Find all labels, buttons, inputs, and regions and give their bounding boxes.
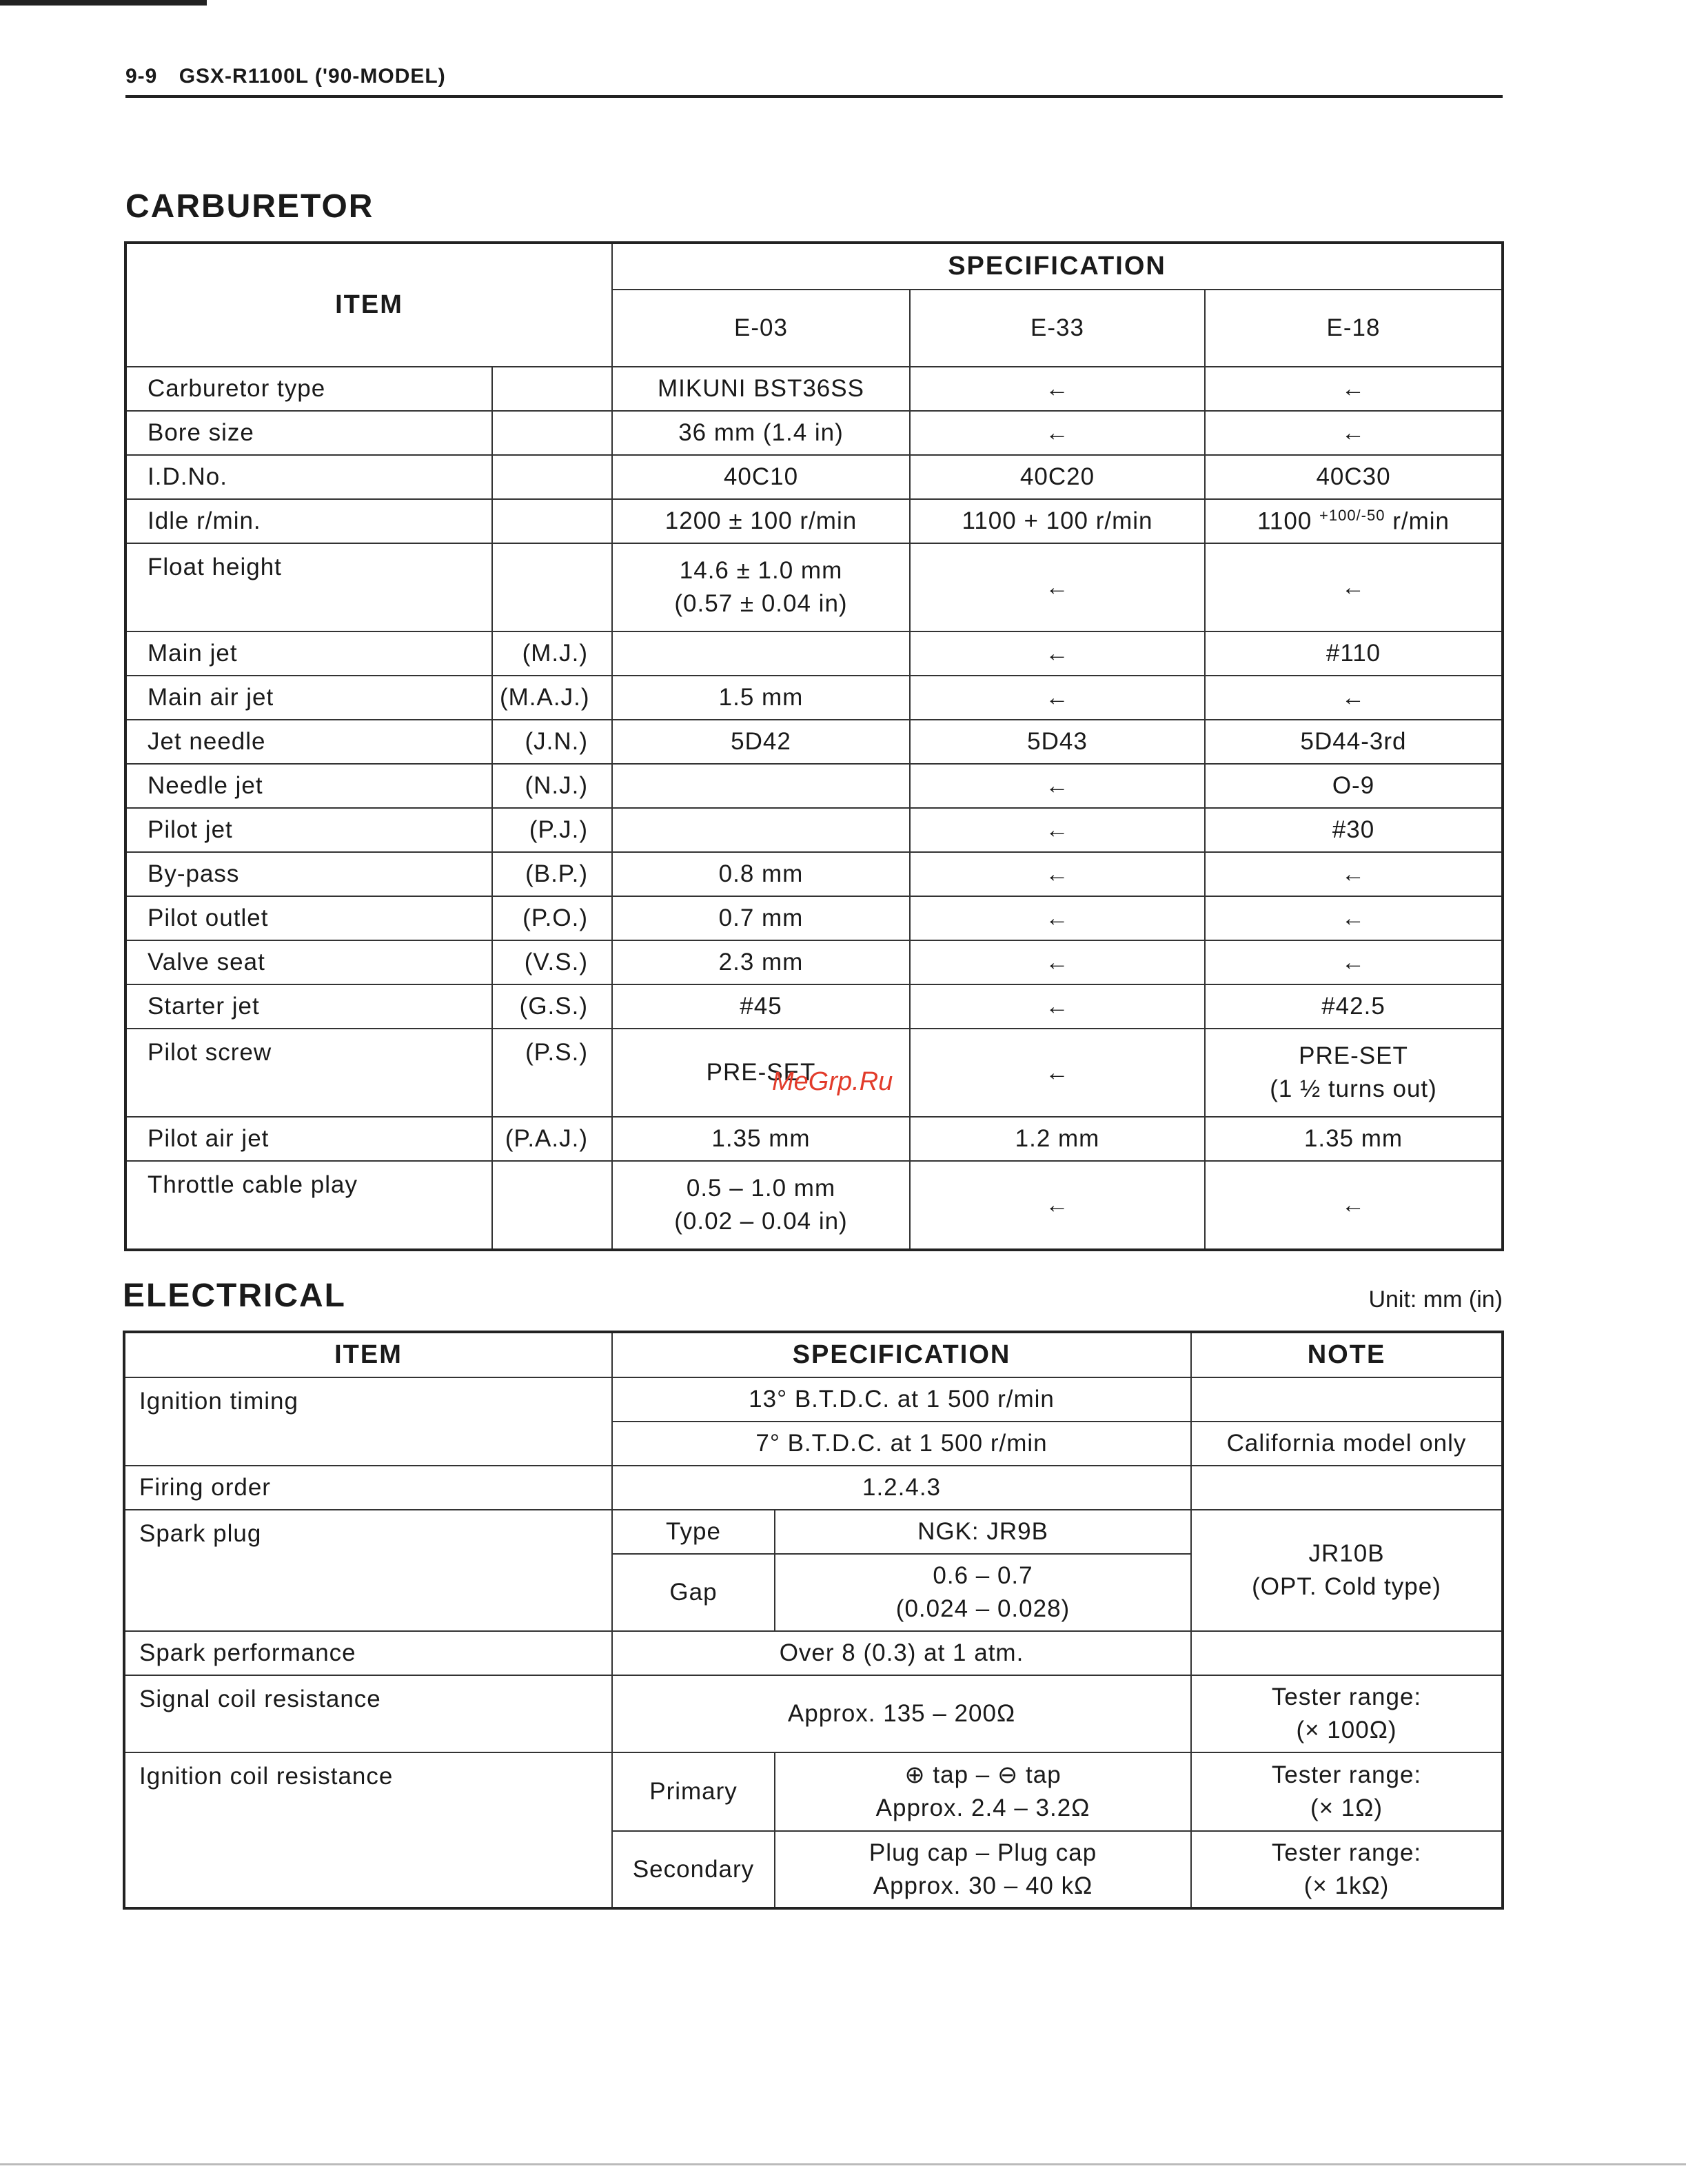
- pilot-screw-turns: (1 ½ turns out): [1270, 1075, 1437, 1102]
- e33-cell: 5D43: [910, 720, 1205, 764]
- e18-cell: #110: [1205, 631, 1503, 676]
- electrical-title: ELECTRICAL: [123, 1277, 346, 1314]
- gap-in: (0.024 – 0.028): [895, 1595, 1070, 1622]
- table-row: [125, 499, 1503, 543]
- e18-cell: #30: [1205, 808, 1503, 852]
- row-item: Firing order: [124, 1466, 612, 1510]
- header-rule: [125, 95, 1503, 98]
- throttle-play-in: (0.02 – 0.04 in): [674, 1208, 848, 1235]
- row-code: (P.A.J.): [492, 1117, 612, 1161]
- e18-cell: ←: [1205, 543, 1503, 631]
- table-row: [125, 367, 1503, 411]
- e18-cell: ←: [1205, 940, 1503, 984]
- row-item: Pilot outlet: [125, 896, 492, 940]
- table-row: [125, 631, 1503, 676]
- table-row: [125, 1161, 1503, 1250]
- note-cell: [1191, 1752, 1503, 1831]
- table-row: [125, 720, 1503, 764]
- spec-cell: 7° B.T.D.C. at 1 500 r/min: [612, 1422, 1191, 1466]
- note-header: NOTE: [1191, 1332, 1503, 1377]
- e33-header: E-33: [910, 290, 1205, 367]
- e18-cell: ←: [1205, 896, 1503, 940]
- row-code: (B.P.): [492, 852, 612, 896]
- e18-cell: ←: [1205, 852, 1503, 896]
- row-code: [492, 411, 612, 455]
- e18-cell: 1.35 mm: [1205, 1117, 1503, 1161]
- sub-label: Secondary: [612, 1831, 775, 1908]
- e03-cell: [612, 808, 910, 852]
- note-line: (× 1kΩ): [1303, 1872, 1390, 1899]
- e33-cell: 1.2 mm: [910, 1117, 1205, 1161]
- e03-cell: [612, 764, 910, 808]
- table-row: [125, 676, 1503, 720]
- row-code: [492, 367, 612, 411]
- e33-cell: ←: [910, 367, 1205, 411]
- e18-cell: O-9: [1205, 764, 1503, 808]
- row-code: (N.J.): [492, 764, 612, 808]
- row-item: By-pass: [125, 852, 492, 896]
- e33-cell: 1100 + 100 r/min: [910, 499, 1205, 543]
- e03-cell: 1.35 mm: [612, 1117, 910, 1161]
- model-title: GSX-R1100L ('90-MODEL): [179, 65, 446, 88]
- sub-label: Primary: [612, 1752, 775, 1831]
- electrical-table: [123, 1331, 1504, 1910]
- row-code: [492, 543, 612, 631]
- idle-unit: r/min: [1392, 507, 1450, 535]
- note-line: (× 1Ω): [1310, 1794, 1383, 1821]
- e33-cell: 40C20: [910, 455, 1205, 499]
- row-item: Pilot screw: [125, 1029, 492, 1117]
- idle-value: 1100: [1257, 507, 1312, 535]
- spec-cell: 13° B.T.D.C. at 1 500 r/min: [612, 1377, 1191, 1422]
- note-cell: [1191, 1631, 1503, 1675]
- row-code: (J.N.): [492, 720, 612, 764]
- row-code: (M.A.J.): [492, 676, 612, 720]
- e33-cell: ←: [910, 1161, 1205, 1250]
- row-code: [492, 455, 612, 499]
- table-row: [124, 1631, 1503, 1675]
- row-item: Signal coil resistance: [124, 1675, 612, 1752]
- e03-cell: 5D42: [612, 720, 910, 764]
- running-header: [125, 65, 446, 88]
- float-height-mm: 14.6 ± 1.0 mm: [679, 557, 843, 584]
- gap-mm: 0.6 – 0.7: [933, 1562, 1033, 1589]
- row-code: [492, 1161, 612, 1250]
- table-row: [124, 1510, 1503, 1554]
- spec-cell: [775, 1752, 1191, 1831]
- table-row: [125, 764, 1503, 808]
- note-line: JR10B: [1308, 1540, 1385, 1567]
- row-item: Pilot air jet: [125, 1117, 492, 1161]
- e03-cell: PRE-SET: [612, 1029, 910, 1117]
- e33-cell: ←: [910, 764, 1205, 808]
- e18-cell: [1205, 499, 1503, 543]
- note-line: Tester range:: [1271, 1684, 1422, 1710]
- e33-cell: ←: [910, 411, 1205, 455]
- item-header: ITEM: [124, 1332, 612, 1377]
- note-line: (× 100Ω): [1296, 1717, 1397, 1743]
- row-code: [492, 499, 612, 543]
- row-item: Bore size: [125, 411, 492, 455]
- row-item: Main jet: [125, 631, 492, 676]
- spec-cell: 1.2.4.3: [612, 1466, 1191, 1510]
- row-item: Float height: [125, 543, 492, 631]
- row-item: Carburetor type: [125, 367, 492, 411]
- e33-cell: ←: [910, 940, 1205, 984]
- table-row: [125, 1117, 1503, 1161]
- e03-cell: [612, 631, 910, 676]
- e03-cell: 2.3 mm: [612, 940, 910, 984]
- note-line: (OPT. Cold type): [1252, 1573, 1441, 1600]
- e18-cell: #42.5: [1205, 984, 1503, 1029]
- table-row: [125, 455, 1503, 499]
- row-item: Throttle cable play: [125, 1161, 492, 1250]
- pilot-screw-preset: PRE-SET: [1299, 1042, 1408, 1069]
- table-row: [125, 896, 1503, 940]
- e03-cell: #45: [612, 984, 910, 1029]
- e03-cell: 36 mm (1.4 in): [612, 411, 910, 455]
- e03-cell: 0.7 mm: [612, 896, 910, 940]
- carburetor-table: [124, 241, 1504, 1251]
- row-code: (V.S.): [492, 940, 612, 984]
- row-code: (P.O.): [492, 896, 612, 940]
- note-cell: [1191, 1377, 1503, 1422]
- throttle-play-mm: 0.5 – 1.0 mm: [686, 1175, 836, 1202]
- specification-header: SPECIFICATION: [612, 1332, 1191, 1377]
- row-item: Starter jet: [125, 984, 492, 1029]
- table-row: [125, 808, 1503, 852]
- row-item: Ignition timing: [124, 1377, 612, 1466]
- table-row: [124, 1466, 1503, 1510]
- table-row: [124, 1377, 1503, 1422]
- note-line: Tester range:: [1271, 1761, 1422, 1788]
- e33-cell: ←: [910, 676, 1205, 720]
- row-item: Spark plug: [124, 1510, 612, 1631]
- row-item: Idle r/min.: [125, 499, 492, 543]
- table-row: [125, 984, 1503, 1029]
- watermark: MeGrp.Ru: [772, 1067, 893, 1096]
- note-cell: [1191, 1510, 1503, 1631]
- e03-cell: 1200 ± 100 r/min: [612, 499, 910, 543]
- secondary-taps: Plug cap – Plug cap: [869, 1839, 1097, 1866]
- note-cell: [1191, 1675, 1503, 1752]
- e18-cell: 40C30: [1205, 455, 1503, 499]
- row-item: Pilot jet: [125, 808, 492, 852]
- e33-cell: ←: [910, 808, 1205, 852]
- bottom-scan-line: [0, 2163, 1686, 2165]
- row-item: I.D.No.: [125, 455, 492, 499]
- row-code: (G.S.): [492, 984, 612, 1029]
- e03-cell: MIKUNI BST36SS: [612, 367, 910, 411]
- row-item: Ignition coil resistance: [124, 1752, 612, 1908]
- note-cell: California model only: [1191, 1422, 1503, 1466]
- e18-cell: [1205, 1029, 1503, 1117]
- row-item: Main air jet: [125, 676, 492, 720]
- sub-label: Gap: [612, 1554, 775, 1631]
- e03-cell: 1.5 mm: [612, 676, 910, 720]
- specification-header: SPECIFICATION: [612, 243, 1503, 290]
- secondary-resistance: Approx. 30 – 40 kΩ: [873, 1872, 1093, 1899]
- e33-cell: ←: [910, 984, 1205, 1029]
- spec-cell: Over 8 (0.3) at 1 atm.: [612, 1631, 1191, 1675]
- carburetor-title: CARBURETOR: [125, 188, 374, 225]
- table-row: [125, 411, 1503, 455]
- idle-tolerance: +100/-50: [1319, 507, 1385, 525]
- e33-cell: ←: [910, 543, 1205, 631]
- table-row: [125, 543, 1503, 631]
- primary-taps: ⊕ tap – ⊖ tap: [904, 1761, 1062, 1788]
- row-code: (M.J.): [492, 631, 612, 676]
- row-item: Spark performance: [124, 1631, 612, 1675]
- spec-cell: Approx. 135 – 200Ω: [612, 1675, 1191, 1752]
- float-height-in: (0.57 ± 0.04 in): [674, 590, 848, 617]
- table-row: [125, 940, 1503, 984]
- e33-cell: ←: [910, 1029, 1205, 1117]
- note-line: Tester range:: [1271, 1839, 1422, 1866]
- e33-cell: ←: [910, 852, 1205, 896]
- e18-cell: ←: [1205, 676, 1503, 720]
- item-header: ITEM: [125, 243, 612, 367]
- e18-cell: 5D44-3rd: [1205, 720, 1503, 764]
- row-item: Needle jet: [125, 764, 492, 808]
- sub-label: Type: [612, 1510, 775, 1554]
- spec-cell: [775, 1554, 1191, 1631]
- spec-cell: [775, 1831, 1191, 1908]
- e33-cell: ←: [910, 631, 1205, 676]
- page-number: 9-9: [125, 65, 158, 88]
- e03-cell: 0.8 mm: [612, 852, 910, 896]
- table-row: [124, 1675, 1503, 1752]
- spec-cell: NGK: JR9B: [775, 1510, 1191, 1554]
- unit-label: Unit: mm (in): [1368, 1286, 1503, 1313]
- top-edge-bar: [0, 0, 207, 6]
- note-cell: [1191, 1466, 1503, 1510]
- table-row: [124, 1752, 1503, 1831]
- row-item: Valve seat: [125, 940, 492, 984]
- row-code: (P.S.): [492, 1029, 612, 1117]
- e33-cell: ←: [910, 896, 1205, 940]
- e03-header: E-03: [612, 290, 910, 367]
- e18-cell: ←: [1205, 367, 1503, 411]
- e18-cell: ←: [1205, 1161, 1503, 1250]
- e18-cell: ←: [1205, 411, 1503, 455]
- table-row: [125, 852, 1503, 896]
- note-cell: [1191, 1831, 1503, 1908]
- e03-cell: 40C10: [612, 455, 910, 499]
- e03-cell: [612, 543, 910, 631]
- row-code: (P.J.): [492, 808, 612, 852]
- row-item: Jet needle: [125, 720, 492, 764]
- e03-cell: [612, 1161, 910, 1250]
- e18-header: E-18: [1205, 290, 1503, 367]
- primary-resistance: Approx. 2.4 – 3.2Ω: [875, 1794, 1090, 1821]
